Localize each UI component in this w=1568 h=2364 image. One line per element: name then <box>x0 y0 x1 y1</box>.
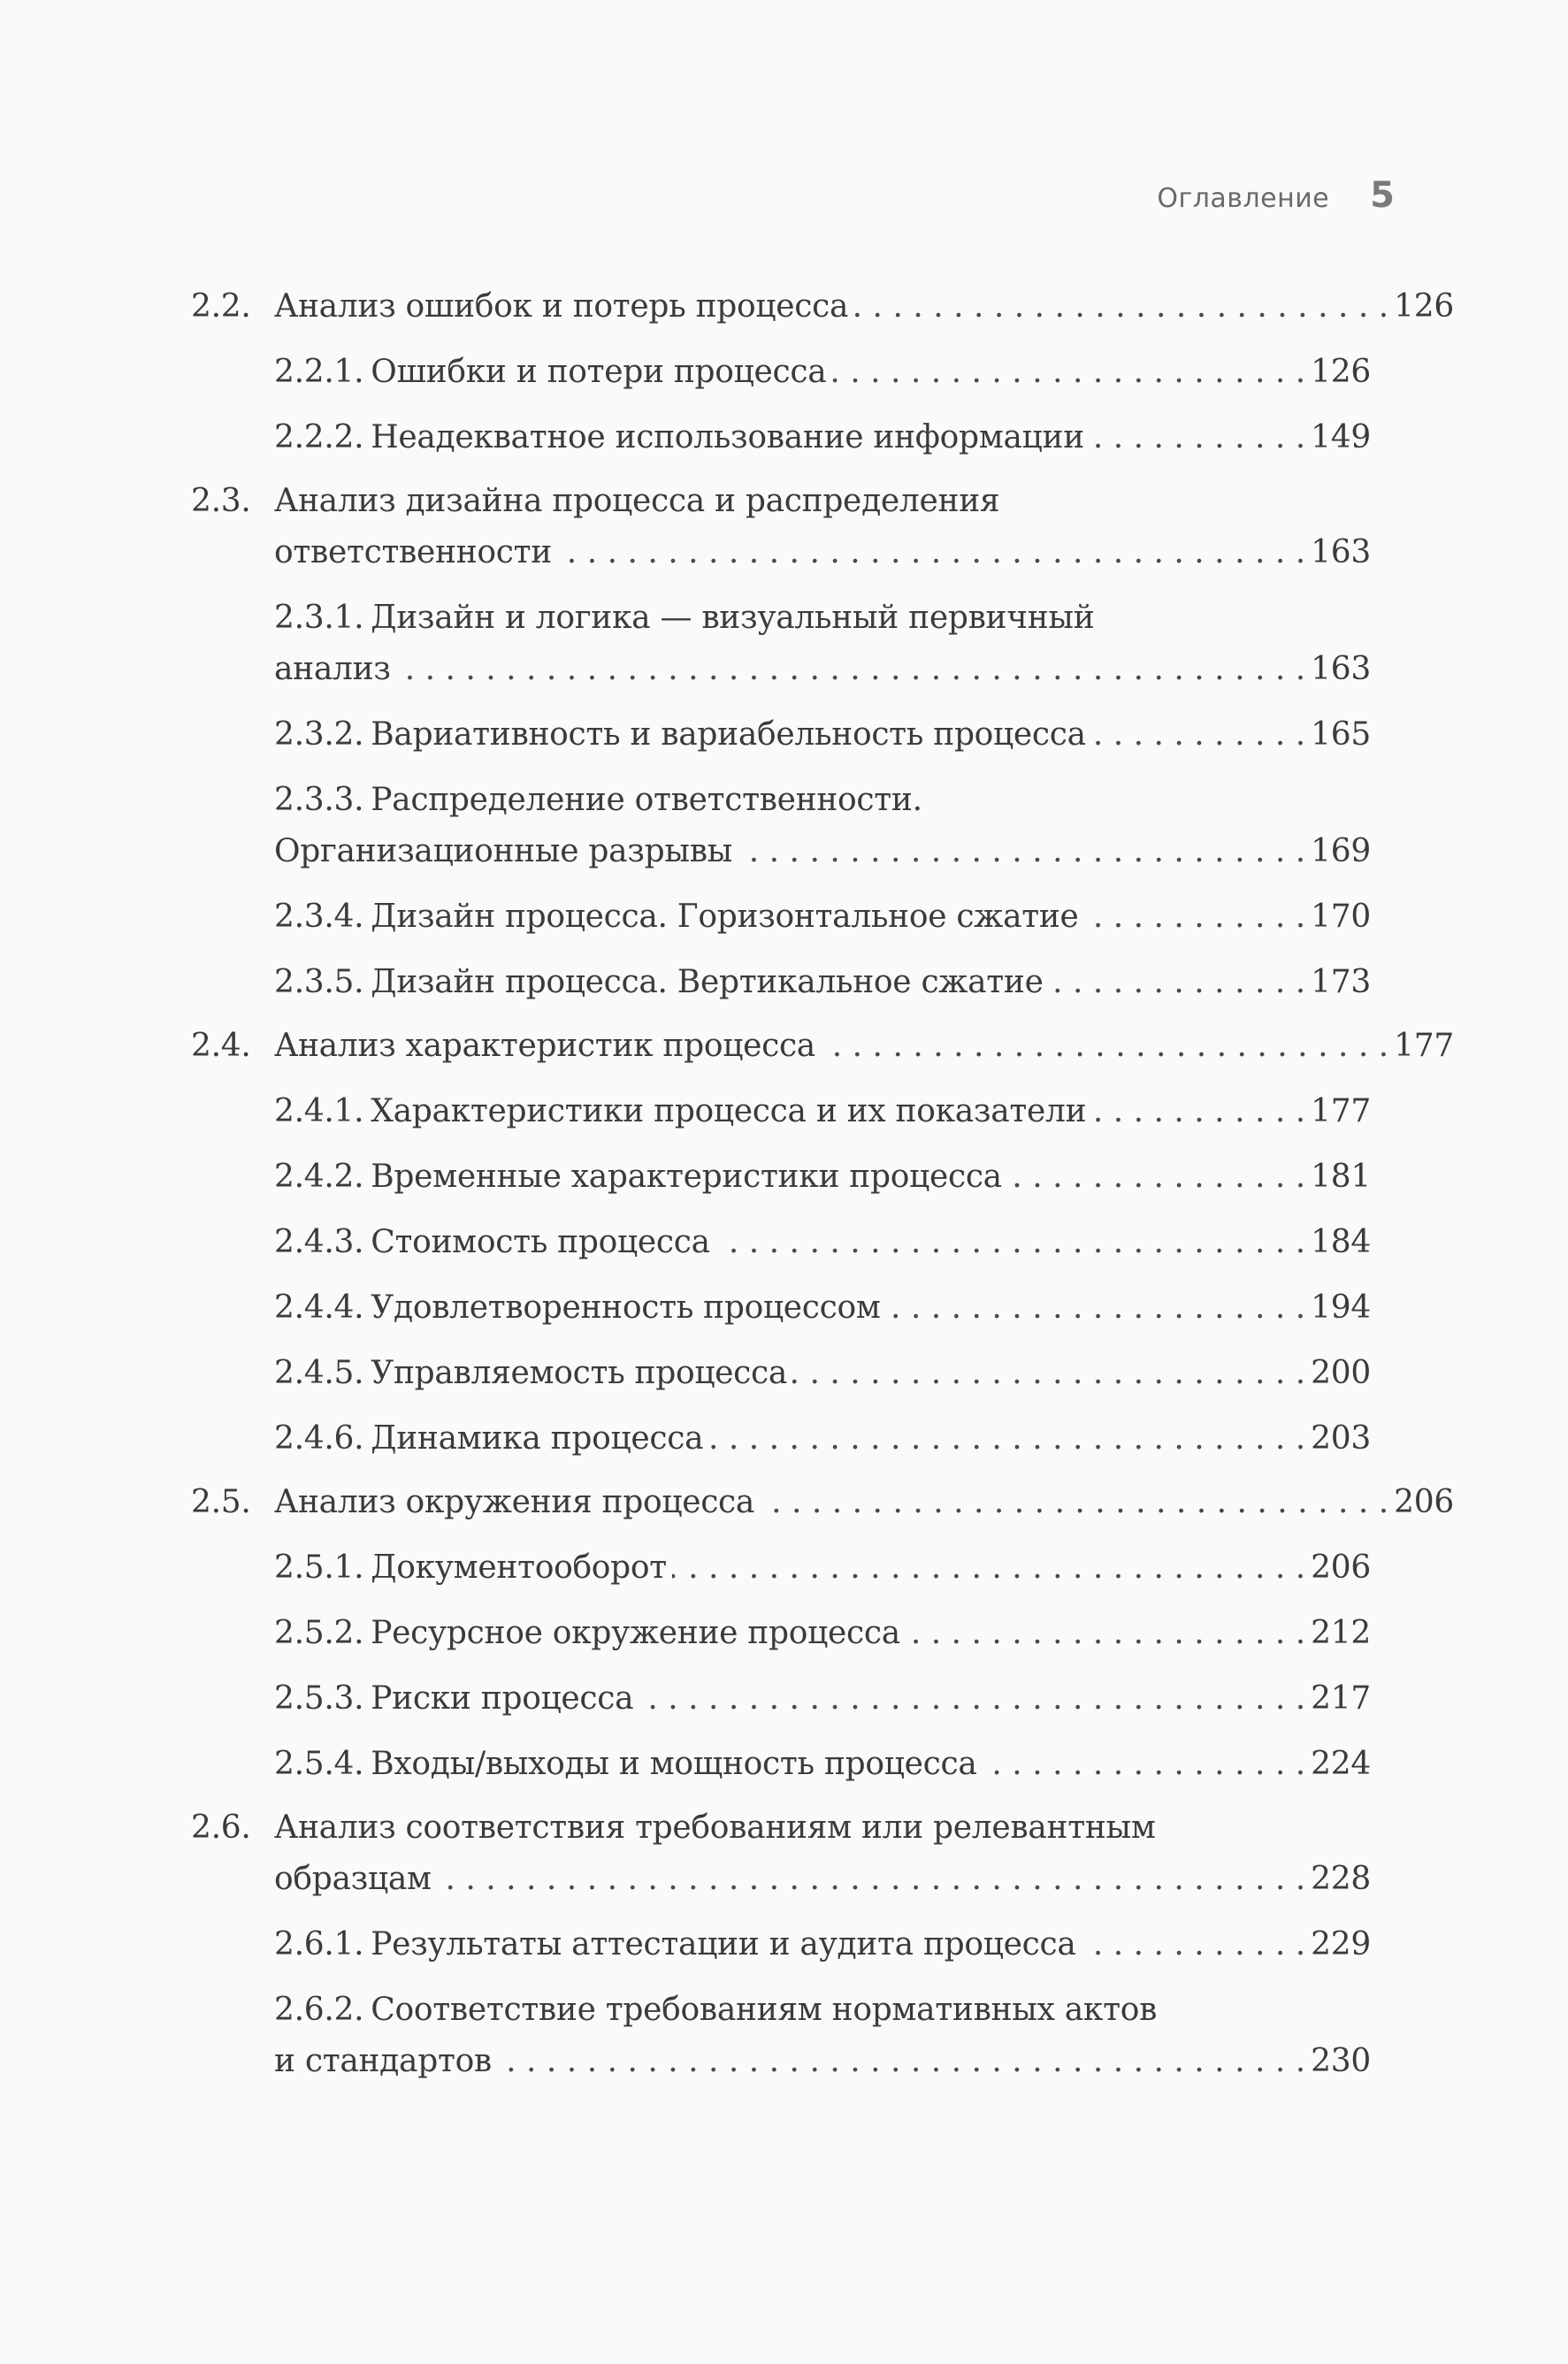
toc-subsection-entry[interactable] <box>191 593 1371 695</box>
toc-subsection-entry[interactable] <box>191 891 1371 943</box>
toc-subsection-entry[interactable] <box>191 1348 1371 1399</box>
toc-entry-title: Удовлетворенность процессом <box>371 1289 881 1326</box>
toc-entry-title: Анализ соответствия требованиям или релевантным <box>274 1809 1156 1846</box>
dot-leader <box>437 1854 1305 1905</box>
toc-entry-page: 126 <box>1311 354 1371 390</box>
toc-entry-page: 163 <box>1311 651 1371 687</box>
toc-entry-number: 2.2.1. <box>274 354 364 390</box>
toc-entry-title: Управляемость процесса <box>371 1355 788 1391</box>
toc-entry-page: 194 <box>1311 1289 1371 1326</box>
toc-entry-page: 163 <box>1311 534 1371 570</box>
toc-entry-number: 2.4.6. <box>274 1420 364 1457</box>
dot-leader <box>821 1021 1388 1072</box>
toc-subsection-entry[interactable] <box>191 1413 1371 1465</box>
toc-entry-title: анализ <box>274 651 391 687</box>
dot-leader <box>708 1413 1305 1465</box>
dot-leader <box>715 1217 1305 1268</box>
toc-entry-title: Организационные разрывы <box>274 833 733 869</box>
toc-entry-title: Неадекватное использование информации <box>371 419 1084 455</box>
toc-entry-title: Риски процесса <box>371 1680 634 1717</box>
toc-entry-title: Дизайн процесса. Горизонтальное сжатие <box>371 899 1079 935</box>
toc-entry-title: Анализ окружения процесса <box>274 1484 755 1520</box>
toc-entry-page: 203 <box>1311 1420 1371 1457</box>
toc-entry-page: 200 <box>1311 1355 1371 1391</box>
toc-section-entry[interactable] <box>191 1477 1454 1528</box>
toc-entry-title: Временные характеристики процесса <box>371 1159 1002 1195</box>
toc-entry-number: 2.5.1. <box>274 1549 364 1586</box>
toc-entry-page: 173 <box>1311 964 1371 1000</box>
dot-leader <box>1090 412 1305 463</box>
toc-entry-title: Анализ характеристик процесса <box>274 1028 815 1064</box>
toc-entry-number: 2.3.3. <box>274 782 364 818</box>
dot-leader <box>886 1282 1306 1334</box>
toc-subsection-entry[interactable] <box>191 1608 1371 1659</box>
toc-entry-number: 2.4.5. <box>274 1355 364 1391</box>
toc-entry-number: 2.5. <box>191 1484 251 1520</box>
toc-subsection-entry[interactable] <box>191 1282 1371 1334</box>
toc-entry-page: 170 <box>1311 899 1371 935</box>
toc-entry-number: 2.6.2. <box>274 1992 364 2028</box>
toc-subsection-entry[interactable] <box>191 957 1371 1008</box>
toc-entry-number: 2.2. <box>191 288 251 325</box>
toc-entry-title: Анализ ошибок и потерь процесса <box>274 288 849 325</box>
toc-entry-number: 2.3.5. <box>274 964 364 1000</box>
toc-section-entry[interactable] <box>191 1802 1371 1905</box>
toc-subsection-entry[interactable] <box>191 775 1371 877</box>
toc-entry-page: 181 <box>1311 1159 1371 1195</box>
dot-leader <box>1082 1919 1306 1970</box>
dot-leader <box>1091 1086 1305 1137</box>
toc-entry-page: 177 <box>1394 1028 1454 1064</box>
dot-leader <box>396 644 1306 695</box>
toc-entry-title: Распределение ответственности. <box>371 782 922 818</box>
toc-entry-number: 2.5.2. <box>274 1615 364 1651</box>
dot-leader <box>760 1477 1388 1528</box>
dot-leader <box>1091 709 1305 761</box>
toc-entry-title: Дизайн процесса. Вертикальное сжатие <box>371 964 1044 1000</box>
dot-leader <box>1049 957 1306 1008</box>
toc-entry-title: Входы/выходы и мощность процесса <box>371 1746 977 1782</box>
dot-leader <box>906 1608 1305 1659</box>
toc-entry-title: Вариативность и вариабельность процесса <box>371 716 1086 753</box>
running-title: Оглавление <box>1157 183 1330 214</box>
toc-entry-page: 228 <box>1311 1861 1371 1897</box>
dot-leader <box>831 347 1305 398</box>
toc-subsection-entry[interactable] <box>191 1151 1371 1203</box>
page-number: 5 <box>1370 175 1395 216</box>
toc-entry-title: Ошибки и потери процесса <box>371 354 827 390</box>
dot-leader <box>1084 891 1306 943</box>
toc-entry-title: Динамика процесса <box>371 1420 704 1457</box>
toc-entry-title: Характеристики процесса и их показатели <box>371 1093 1087 1129</box>
toc-entry-title: Соответствие требованиям нормативных актов <box>371 1992 1158 2028</box>
toc-section-entry[interactable] <box>191 1021 1454 1072</box>
toc-entry-page: 212 <box>1311 1615 1371 1651</box>
toc-entry-number: 2.6. <box>191 1809 251 1846</box>
dot-leader <box>639 1673 1305 1725</box>
toc-entry-page: 165 <box>1311 716 1371 753</box>
toc-entry-title: Документооборот <box>371 1549 667 1586</box>
toc-entry-number: 2.2.2. <box>274 419 364 455</box>
toc-entry-number: 2.4. <box>191 1028 251 1064</box>
dot-leader <box>557 527 1305 578</box>
toc-entry-page: 217 <box>1311 1680 1371 1717</box>
toc-entry-title: ответственности <box>274 534 552 570</box>
toc-subsection-entry[interactable] <box>191 1542 1371 1594</box>
toc-entry-title: Анализ дизайна процесса и распределения <box>274 483 1000 519</box>
toc-entry-page: 206 <box>1311 1549 1371 1586</box>
toc-entry-number: 2.3.4. <box>274 899 364 935</box>
toc-entry-title: и стандартов <box>274 2043 492 2079</box>
toc-subsection-entry[interactable] <box>191 709 1371 761</box>
toc-entry-page: 184 <box>1311 1224 1371 1260</box>
toc-entry-page: 229 <box>1311 1926 1371 1962</box>
toc-entry-page: 169 <box>1311 833 1371 869</box>
toc-entry-page: 177 <box>1311 1093 1371 1129</box>
dot-leader <box>1007 1151 1305 1203</box>
toc-entry-page: 224 <box>1311 1746 1371 1782</box>
toc-entry-page: 206 <box>1394 1484 1454 1520</box>
toc-entry-number: 2.5.3. <box>274 1680 364 1717</box>
toc-entry-number: 2.4.1. <box>274 1093 364 1129</box>
toc-entry-number: 2.6.1. <box>274 1926 364 1962</box>
toc-entry-title: образцам <box>274 1861 432 1897</box>
toc-entry-number: 2.4.4. <box>274 1289 364 1326</box>
dot-leader <box>738 826 1305 877</box>
table-of-contents <box>191 281 1454 2087</box>
toc-entry-title: Стоимость процесса <box>371 1224 710 1260</box>
dot-leader <box>853 281 1388 333</box>
toc-entry-number: 2.3.2. <box>274 716 364 753</box>
toc-subsection-entry[interactable] <box>191 1739 1371 1790</box>
toc-entry-title: Ресурсное окружение процесса <box>371 1615 900 1651</box>
toc-subsection-entry[interactable] <box>191 1985 1371 2087</box>
toc-subsection-entry[interactable] <box>191 347 1371 398</box>
toc-entry-page: 149 <box>1311 419 1371 455</box>
toc-subsection-entry[interactable] <box>191 1673 1371 1725</box>
toc-subsection-entry[interactable] <box>191 1086 1371 1137</box>
toc-entry-title: Результаты аттестации и аудита процесса <box>371 1926 1076 1962</box>
toc-entry-page: 230 <box>1311 2043 1371 2079</box>
toc-subsection-entry[interactable] <box>191 412 1371 463</box>
dot-leader <box>672 1542 1305 1594</box>
dot-leader <box>792 1348 1305 1399</box>
toc-subsection-entry[interactable] <box>191 1217 1371 1268</box>
toc-entry-number: 2.4.2. <box>274 1159 364 1195</box>
dot-leader <box>983 1739 1306 1790</box>
running-header <box>1157 175 1395 216</box>
toc-subsection-entry[interactable] <box>191 1919 1371 1970</box>
toc-entry-number: 2.5.4. <box>274 1746 364 1782</box>
toc-entry-number: 2.3. <box>191 483 251 519</box>
dot-leader <box>497 2036 1305 2087</box>
toc-entry-title: Дизайн и логика — визуальный первичный <box>371 600 1095 636</box>
toc-section-entry[interactable] <box>191 281 1454 333</box>
toc-entry-number: 2.4.3. <box>274 1224 364 1260</box>
toc-section-entry[interactable] <box>191 476 1371 578</box>
toc-entry-number: 2.3.1. <box>274 600 364 636</box>
toc-entry-page: 126 <box>1394 288 1454 325</box>
